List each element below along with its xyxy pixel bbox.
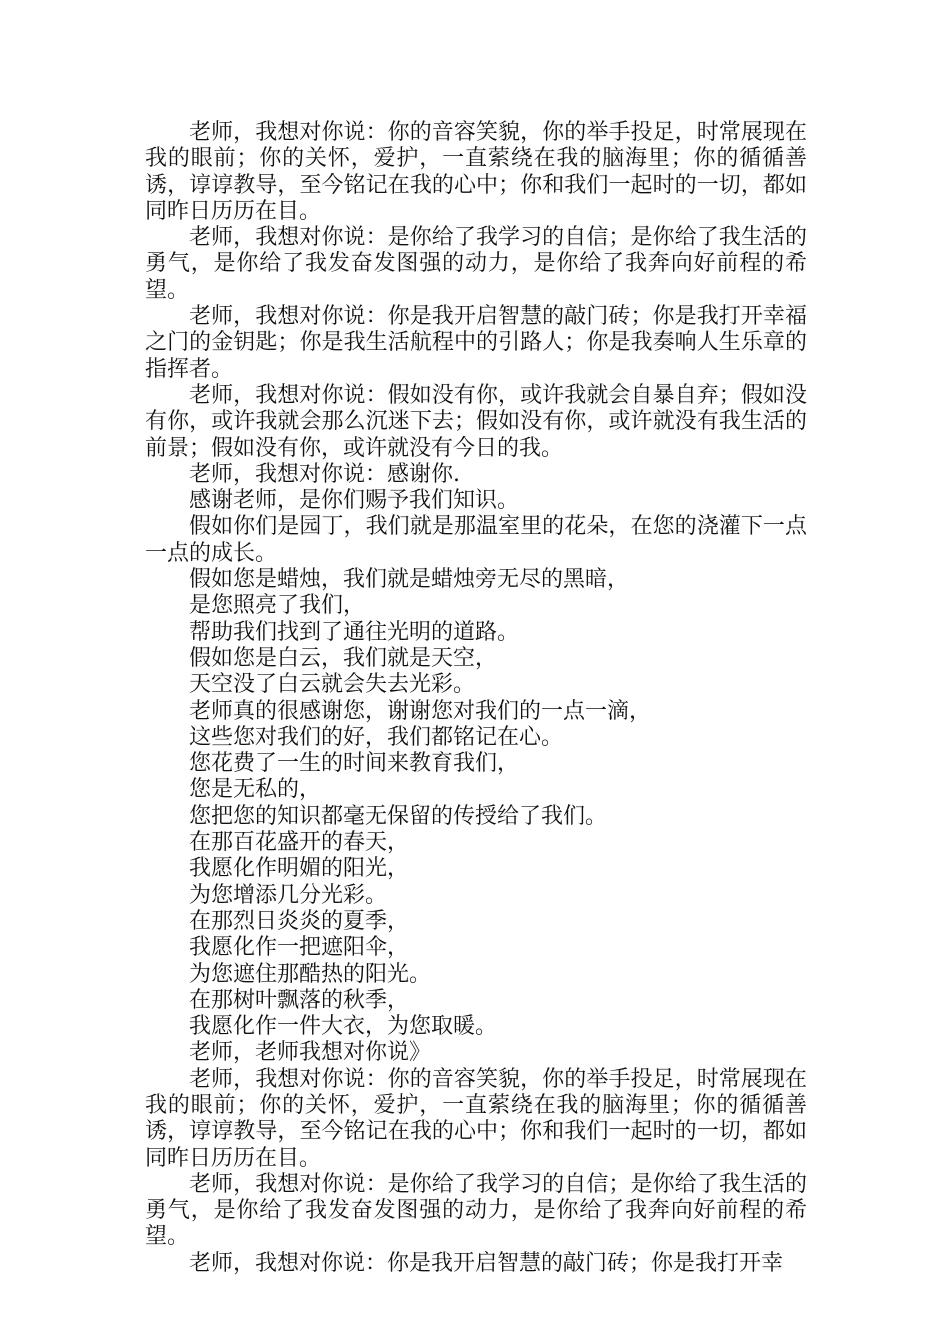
paragraph: 是您照亮了我们， bbox=[189, 593, 366, 619]
paragraph: 老师，我想对你说：你是我开启智慧的敲门砖；你是我打开幸福之门的金钥匙；你是我生活航程中的引路人；你是我奏响人生乐章的指挥者。 bbox=[145, 304, 807, 382]
paragraph: 老师，我想对你说：你的音容笑貌，你的举手投足，时常展现在我的眼前；你的关怀，爱护，一直萦绕在我的脑海里；你的循循善诱，谆谆教导，至今铭记在我的心中；你和我们一起时的一切，都如同昨日历历在目。 bbox=[145, 120, 807, 224]
paragraph: 天空没了白云就会失去光彩。 bbox=[189, 672, 476, 698]
paragraph: 老师，老师我想对你说》 bbox=[189, 1040, 432, 1066]
paragraph: 老师，我想对你说：感谢你. bbox=[189, 461, 460, 487]
paragraph: 我愿化作一件大衣，为您取暖。 bbox=[189, 1014, 498, 1040]
paragraph: 在那烈日炎炎的夏季， bbox=[189, 908, 410, 934]
document-body bbox=[145, 120, 807, 1277]
paragraph: 感谢老师，是你们赐予我们知识。 bbox=[189, 488, 520, 514]
paragraph: 假如您是白云，我们就是天空， bbox=[189, 645, 498, 671]
paragraph: 我愿化作一把遮阳伞， bbox=[189, 935, 410, 961]
paragraph: 为您增添几分光彩。 bbox=[189, 882, 388, 908]
paragraph: 老师，我想对你说：是你给了我学习的自信；是你给了我生活的勇气，是你给了我发奋发图强的动力，是你给了我奔向好前程的希望。 bbox=[145, 225, 807, 303]
paragraph: 您把您的知识都毫无保留的传授给了我们。 bbox=[189, 803, 608, 829]
paragraph: 在那树叶飘落的秋季， bbox=[189, 987, 410, 1013]
paragraph: 在那百花盛开的春天， bbox=[189, 830, 410, 856]
paragraph: 老师，我想对你说：假如没有你，或许我就会自暴自弃；假如没有你，或许我就会那么沉迷下去；假如没有你，或许就没有我生活的前景；假如没有你，或许就没有今日的我。 bbox=[145, 382, 807, 461]
paragraph: 老师，我想对你说：你是我开启智慧的敲门砖；你是我打开幸 bbox=[189, 1250, 784, 1276]
paragraph: 您是无私的， bbox=[189, 777, 322, 803]
paragraph: 您花费了一生的时间来教育我们， bbox=[189, 751, 520, 777]
paragraph: 帮助我们找到了通往光明的道路。 bbox=[189, 619, 520, 645]
paragraph: 这些您对我们的好，我们都铭记在心。 bbox=[189, 724, 564, 750]
paragraph: 为您遮住那酷热的阳光。 bbox=[189, 961, 432, 987]
paragraph: 我愿化作明媚的阳光， bbox=[189, 856, 410, 882]
paragraph: 老师，我想对你说：你的音容笑貌，你的举手投足，时常展现在我的眼前；你的关怀，爱护，一直萦绕在我的脑海里；你的循循善诱，谆谆教导，至今铭记在我的心中；你和我们一起时的一切，都如同昨日历历在目。 bbox=[145, 1066, 807, 1171]
paragraph: 老师，我想对你说：是你给了我学习的自信；是你给了我生活的勇气，是你给了我发奋发图强的动力，是你给了我奔向好前程的希望。 bbox=[145, 1171, 807, 1250]
paragraph: 老师真的很感谢您，谢谢您对我们的一点一滴， bbox=[189, 698, 652, 724]
paragraph: 假如你们是园丁，我们就是那温室里的花朵，在您的浇灌下一点一点的成长。 bbox=[145, 514, 807, 566]
paragraph: 假如您是蜡烛，我们就是蜡烛旁无尽的黑暗， bbox=[189, 567, 630, 593]
